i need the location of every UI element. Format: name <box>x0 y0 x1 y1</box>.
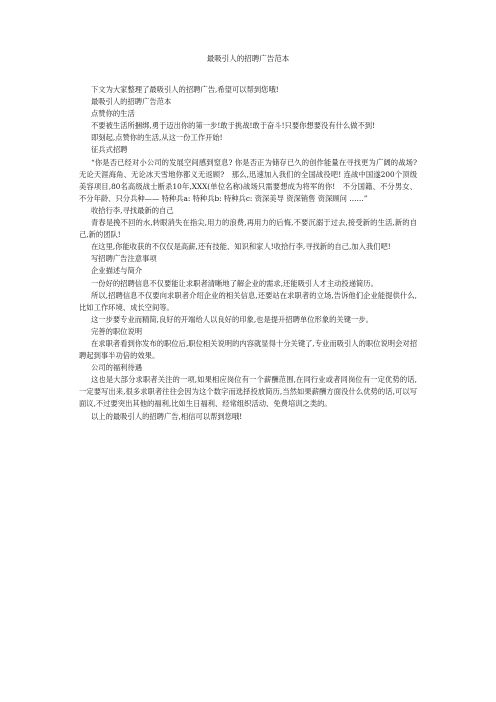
document-body <box>79 84 417 423</box>
body-paragraph: 这也是大部分求职者关注的一项,如果相应岗位有一个薪酬范围,在同行业或者同岗位有一定优势的话,一定要写出来,很多求职者往往会因为这个数字而选择投放简历,当然如果薪酬方面没什么优势的话,可以写面议,不过要突出其他的福利,比如生日福利、经常组织活动、免费培训之类的。 <box>79 375 417 409</box>
subheading: 企业描述与简介 <box>91 266 143 276</box>
body-paragraph: 在这里,你能收获的不仅仅是高薪,还有技能、知识和家人!收拾行李,寻找新的自己,加入我们吧! <box>91 242 391 252</box>
subheading: 收拾行李,寻找最新的自己 <box>91 205 174 215</box>
body-paragraph: 这一步要专业而精简,良好的开端给人以良好的印象,也是提升招聘单位形象的关键一步。 <box>91 314 373 324</box>
intro-paragraph: 下文为大家整理了最吸引人的招聘广告,希望可以帮到您哦! <box>91 85 279 94</box>
document-title: 最吸引人的招聘广告范本 <box>206 54 290 63</box>
subheading: 点赞你的生活 <box>91 109 135 119</box>
body-paragraph: “你是否已经对小公司的发展空间感到窒息? 你是否正为储存已久的创作能量在寻找更为广阔的战场? 无论天涯海角、无论冰天雪地你都义无返顾? 那么,迅速加入我们的全国战役吧! 连战中国遂200个顶级美容项目,80名高级战士断杀10年,XXX(单位名称)战场只需要想成为将军的你! 不分国籍、不分男女、不分年龄、只分兵种—— 特种兵a: 特种兵b: 特种兵c: 资深美导 资深销售 资深顾问 ……” <box>79 157 417 203</box>
body-paragraph: 在求职者看到你发布的职位后,职位相关说明的内容就显得十分关键了,专业而吸引人的职位说明会对招聘起到事半功倍的效果。 <box>79 338 417 361</box>
subheading: 公司的福利待遇 <box>91 363 143 373</box>
subheading: 完善的职位说明 <box>91 326 143 336</box>
section-heading: 写招聘广告注意事项 <box>91 254 157 264</box>
body-paragraph: 青春是挽不回的水,转眼消失在指尖,用力的浪费,再用力的后悔,不要沉溺于过去,接受新的生活,新的自己,新的团队! <box>79 218 417 240</box>
body-paragraph: 不要被生活所捆绑,勇于迈出你的第一步!敢于挑战!敢于奋斗!只要你想要没有什么做不到! <box>91 121 376 131</box>
closing-paragraph: 以上的最吸引人的招聘广告,相信可以帮到您哦! <box>91 411 243 421</box>
section-heading: 最吸引人的招聘广告范本 <box>91 97 172 107</box>
body-paragraph: 即刻起,点赞你的生活,从这一份工作开始! <box>91 133 223 143</box>
body-paragraph: 所以,招聘信息不仅要向求职者介绍企业的相关信息,还要站在求职者的立场,告诉他们企业能提供什么,比如工作环境、成长空间等。 <box>79 290 417 312</box>
subheading: 征兵式招聘 <box>91 145 128 155</box>
body-paragraph: 一份好的招聘信息不仅要能让求职者清晰地了解企业的需求,还能吸引人才主动投递简历。 <box>91 278 378 288</box>
